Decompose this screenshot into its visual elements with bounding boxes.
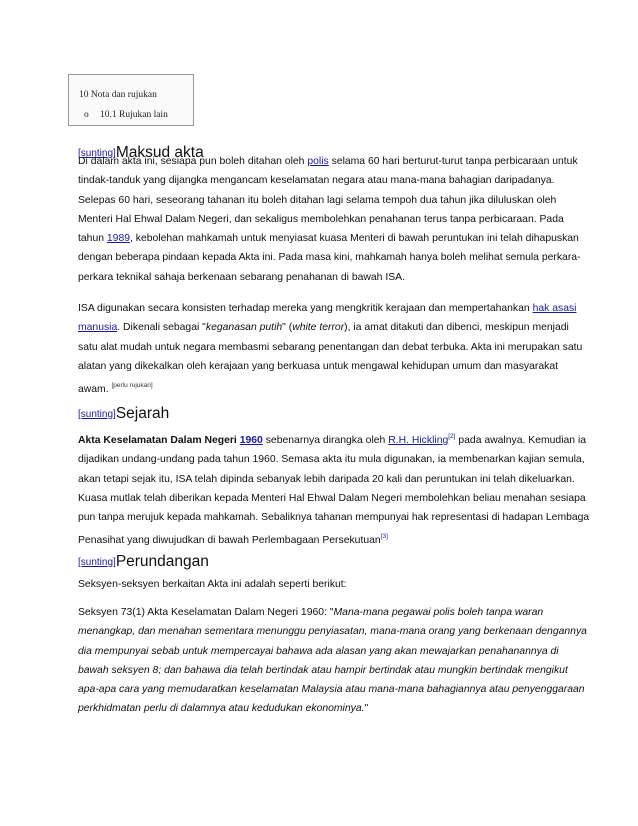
paragraph-maksud-2 (78, 299, 583, 399)
italic-term: keganasan putih (205, 322, 283, 334)
paragraph-perundangan-intro (78, 575, 566, 594)
italic-quote: menangkap, dan menahan sementara menunggu penyiasatan, mana-mana orang yang berkenaan dengannya (78, 626, 587, 638)
table-of-contents (68, 74, 194, 126)
section-heading-sejarah (78, 397, 169, 425)
edit-section-link[interactable]: [sunting] (78, 409, 116, 420)
link-polis[interactable]: polis (307, 156, 329, 167)
text: Di dalam akta ini, sesiapa pun boleh ditahan oleh (78, 156, 308, 167)
footnote-ref[interactable]: [2] (448, 433, 456, 440)
text: Seksyen-seksyen berkaitan Akta ini adalah seperti berikut: (78, 579, 347, 590)
link-1960[interactable]: 1960 (239, 435, 263, 446)
bold-text: Akta Keselamatan Dalam Negeri (78, 435, 240, 446)
toc-item-notes[interactable] (79, 90, 157, 100)
italic-quote: dia mempunyai sebab untuk mempercayai bahawa ada alasan yang akan mewajarkan penahanannya di (78, 645, 559, 657)
paragraph-seksyen-73 (78, 603, 587, 719)
edit-section-link[interactable]: [sunting] (78, 148, 116, 159)
footnote-ref[interactable]: [3] (380, 533, 388, 541)
text: dengan beberapa pindaan kepada Akta ini. Pada masa kini, mahkamah hanya boleh melihat semula perkara- (78, 252, 581, 264)
italic-quote: apa-apa cara yang memudaratkan keselamatan Malaysia atau mana-mana bahagiannya atau penyenggaraan (78, 684, 585, 696)
text: perkara teknikal sahaja berkenaan sebarang penahanan di bawah ISA. (78, 271, 405, 283)
toc-item-label[interactable]: 10 Nota dan rujukan (79, 90, 157, 100)
text: " ( (282, 322, 293, 334)
toc-bullet: o (84, 110, 89, 120)
italic-quote: bawah seksyen 8; dan bahawa dia telah bertindak atau hampir bertindak atau mungkin bertindak mengikut (78, 664, 568, 676)
text: tindak-tanduk yang dijangka mengancam keselamatan negara atau mana-mana bahagian daripadanya. (78, 175, 555, 187)
paragraph-maksud-1 (78, 152, 581, 287)
text: pun tanpa merujuk kepada mahkamah. Sebaliknya tahanan mempunyai hak representasi di hadapan Lembaga (78, 512, 590, 524)
text: satu alat mudah untuk negara membasmi sebarang penentangan dan debat terbuka. Akta ini merupakan satu (78, 341, 583, 353)
text: selama 60 hari berturut-turut tanpa perbicaraan untuk (328, 156, 578, 167)
text: dijadikan undang-undang pada tahun 1960. Semasa akta itu mula digunakan, ia membenarkan kajian semula, (78, 454, 585, 466)
text: Kuasa mutlak telah diberikan kepada Menteri Hal Ehwal Dalam Negeri membolehkan beliau menahan sesiapa (78, 492, 586, 504)
text: Penasihat yang diwujudkan di bawah Perlembagaan Persekutuan (78, 535, 381, 547)
text: sebenarnya dirangka oleh (262, 435, 389, 446)
text: " (364, 703, 369, 715)
text: , kebolehan mahkamah untuk menyiasat kuasa Menteri di bawah peruntukan ini telah dihapuskan (130, 233, 579, 245)
link-hak-asasi-manusia-cont[interactable]: manusia (78, 322, 118, 334)
text: awam. (78, 384, 112, 396)
link-hickling[interactable]: R.H. Hickling (388, 435, 449, 446)
text: ), ia amat ditakuti dan dibenci, meskipun menjadi (344, 322, 569, 334)
link-hak-asasi-manusia[interactable]: hak asasi (532, 303, 577, 314)
section-title: Maksud akta (115, 144, 204, 161)
toc-item-other-references[interactable] (84, 110, 168, 120)
text: akan tetapi sejak itu, ISA telah dipinda sebanyak lebih daripada 20 kali dan peruntukan ini telah dikeluarkan. (78, 473, 575, 485)
section-heading-perundangan (78, 545, 209, 573)
text: tahun (78, 233, 107, 245)
link-1989[interactable]: 1989 (106, 233, 131, 245)
toc-item-label[interactable]: 10.1 Rujukan lain (100, 110, 168, 120)
text: Seksyen 73(1) Akta Keselamatan Dalam Negeri 1960: " (78, 607, 334, 618)
text: . Dikenali sebagai " (117, 322, 206, 334)
text: Menteri Hal Ehwal Dalam Negeri, dan sekaligus membolehkan penahanan terus tanpa perbicaraan. Pada (78, 213, 564, 225)
text: Selepas 60 hari, seseorang tahanan itu boleh ditahan lagi selama tempoh dua tahun jika diluluskan oleh (78, 194, 557, 206)
italic-quote: Mana-mana pegawai polis boleh tanpa waran (333, 607, 544, 618)
italic-term: white terror (292, 322, 345, 334)
text: ISA digunakan secara konsisten terhadap mereka yang mengkritik kerajaan dan mempertahankan (78, 303, 533, 314)
paragraph-sejarah (78, 427, 590, 551)
text: alatan yang dikekalkan oleh kerajaan yang berkuasa untuk mengawal kehidupan umum dan masyarakat (78, 360, 559, 372)
edit-section-link[interactable]: [sunting] (78, 557, 116, 568)
italic-quote: perkhidmatan perlu di dalamnya atau kedudukan ekonominya. (78, 703, 365, 715)
citation-needed[interactable]: [perlu rujukan] (111, 382, 153, 390)
section-title: Perundangan (115, 553, 209, 570)
section-title: Sejarah (115, 405, 170, 422)
text: pada awalnya. Kemudian ia (455, 435, 587, 446)
